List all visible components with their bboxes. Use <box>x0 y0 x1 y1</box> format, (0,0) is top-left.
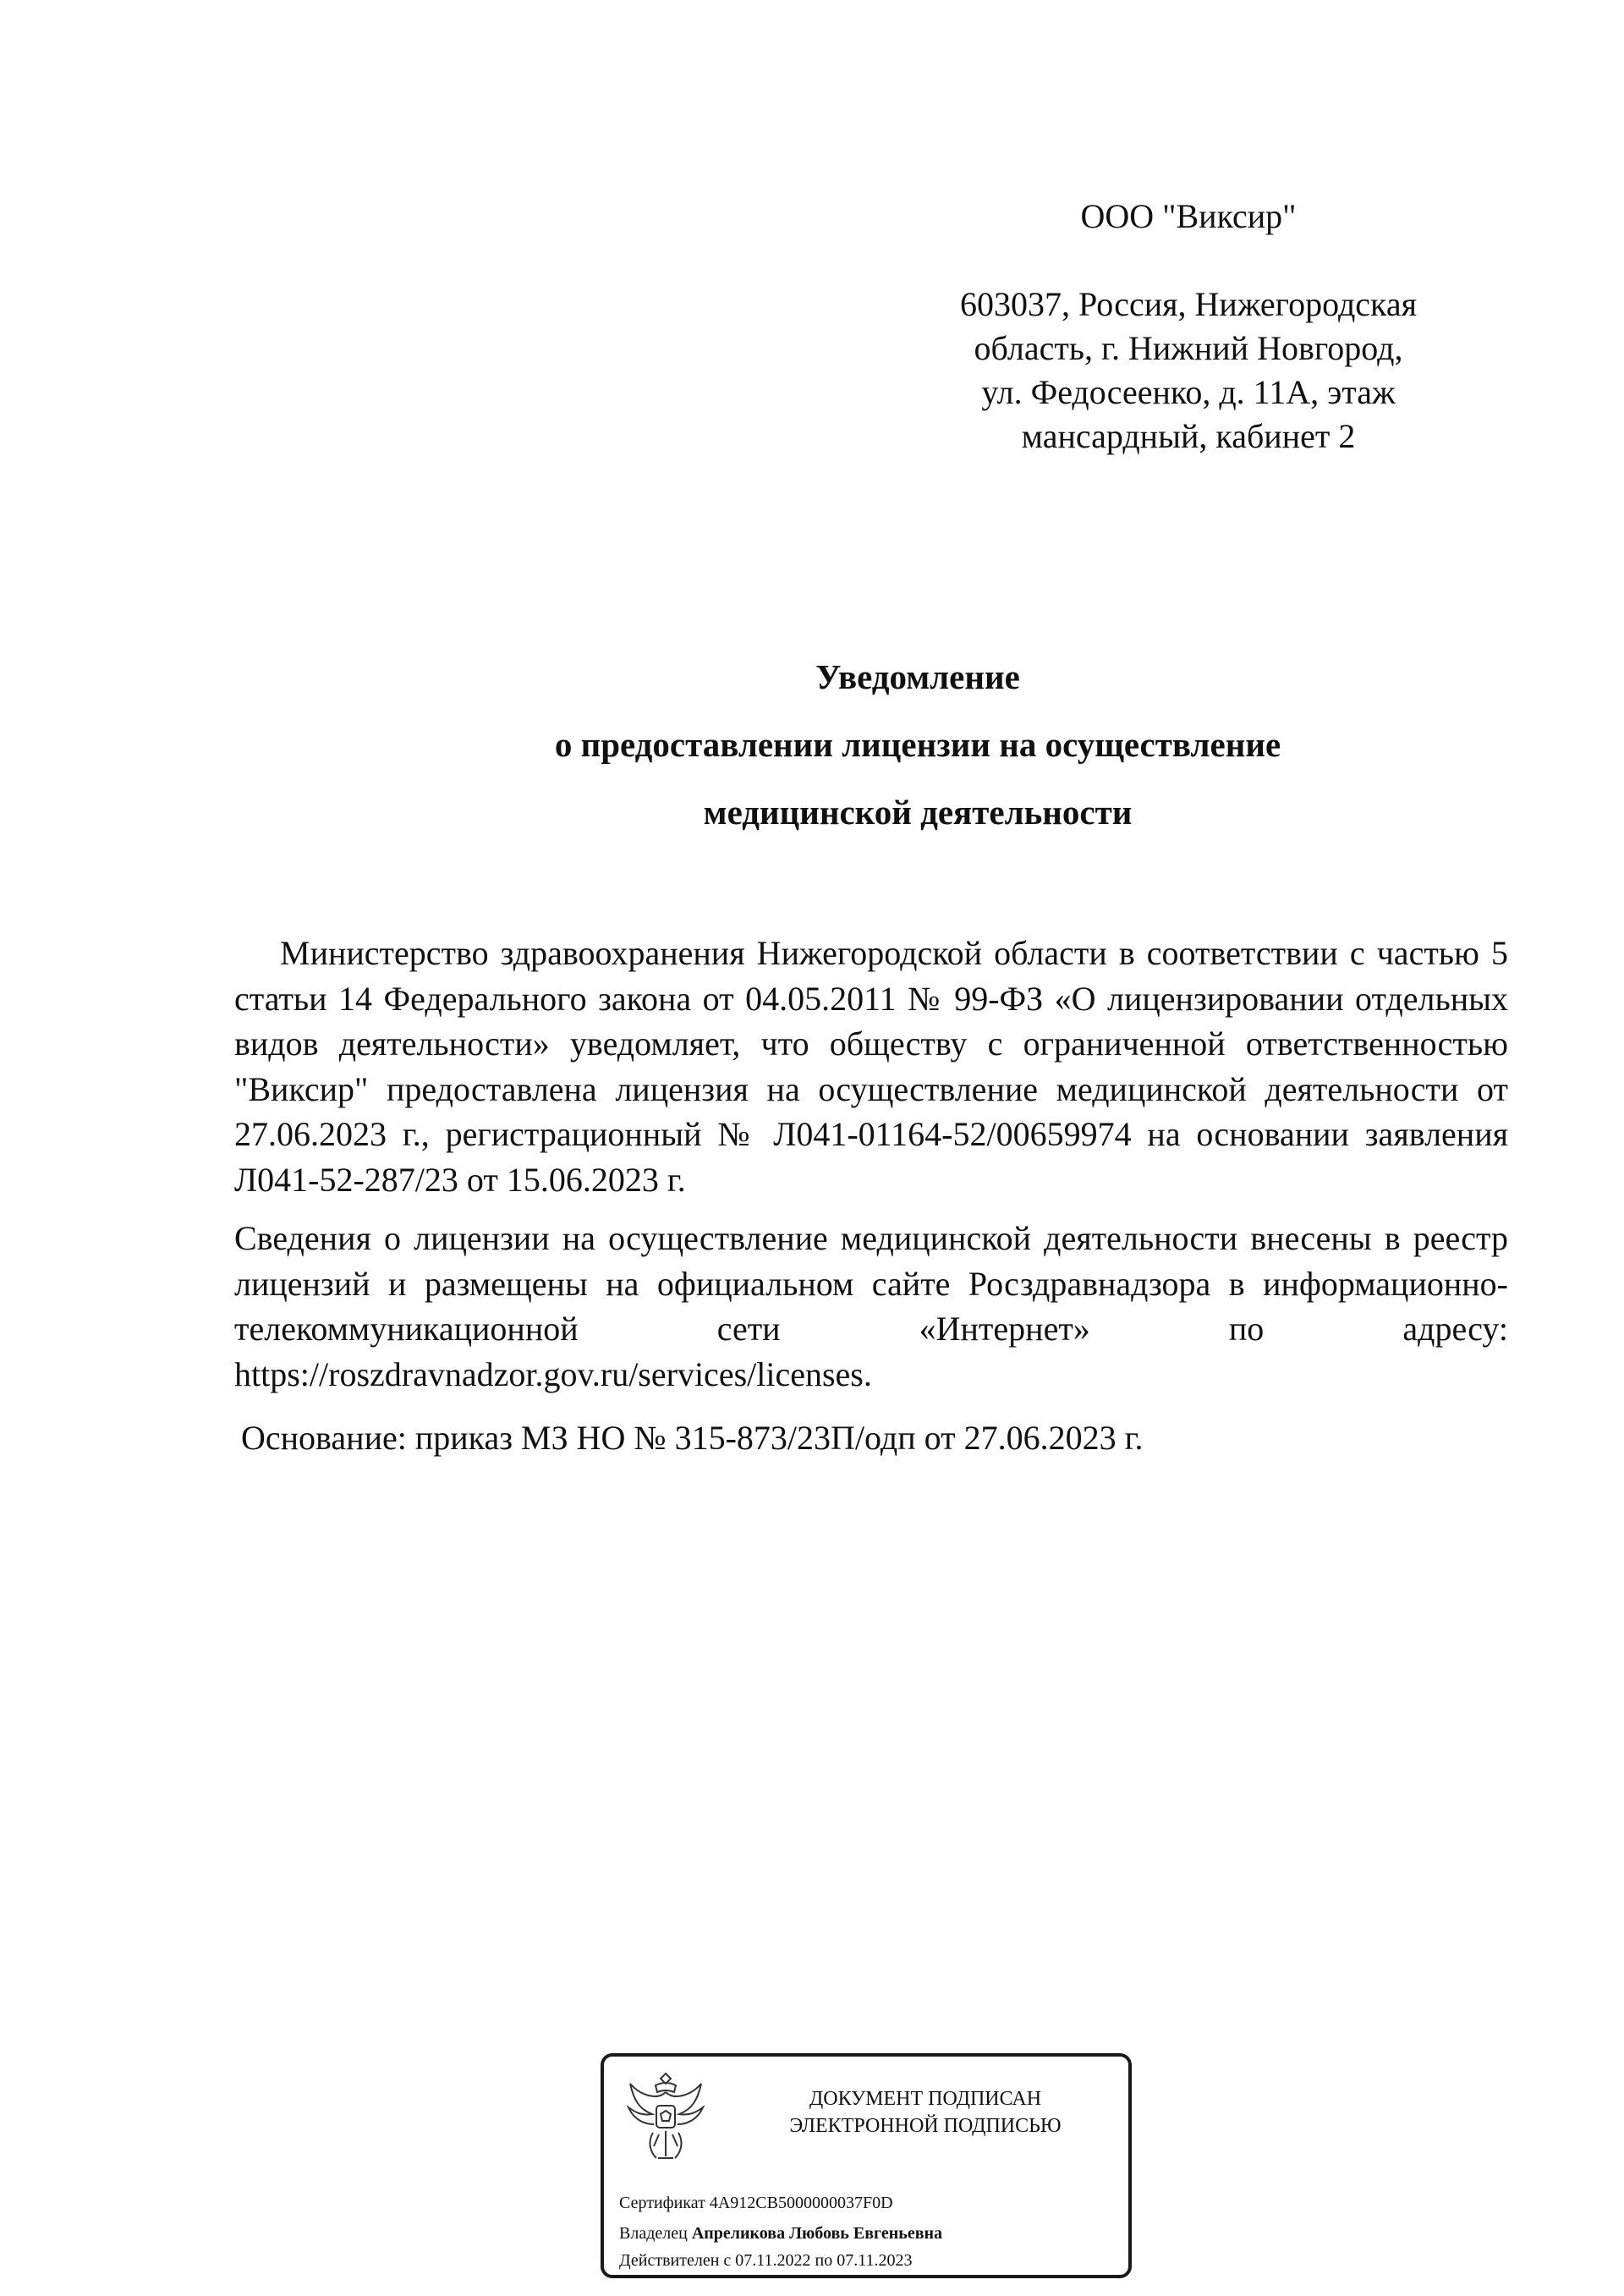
recipient-block <box>922 195 1455 459</box>
electronic-signature-stamp <box>601 2053 1132 2278</box>
recipient-address-line: ул. Федосеенко, д. 11А, этаж <box>981 373 1396 411</box>
body-paragraph-2: Сведения о лицензии на осуществление медицинской деятельности внесены в реестр лицензий и размещены на официальном сайте Росздравнадзора в информационно-телекоммуникационной сети «Интернет» по адресу: https://roszdravnadzor.gov.ru/services/licenses. <box>234 1219 1508 1393</box>
title-line-3: медицинской деятельности <box>703 793 1133 832</box>
valid-label: Действителен <box>619 2251 720 2270</box>
owner-label: Владелец <box>619 2224 688 2243</box>
document-body <box>234 931 1508 1475</box>
stamp-heading-line-1: ДОКУМЕНТ ПОДПИСАН <box>809 2088 1042 2110</box>
title-line-1: Уведомление <box>815 657 1020 696</box>
certificate-line <box>619 2192 893 2214</box>
owner-value: Апреликова Любовь Евгеньевна <box>691 2224 943 2243</box>
recipient-address-line: 603037, Россия, Нижегородская <box>959 285 1418 323</box>
recipient-address-line: область, г. Нижний Новгород, <box>974 329 1403 367</box>
body-paragraph-1: Министерство здравоохранения Нижегородской области в соответствии с частью 5 статьи 14 Федерального закона от 04.05.2011 № 99-ФЗ «О лицензировании отдельных видов деятельности» уведомляет, что обществу с ограниченной ответственностью "Виксир" предоставлена лицензия на осуществление медицинской деятельности от 27.06.2023 г., регистрационный № Л041-01164-52/00659974 на основании заявления Л041-52-287/23 от 15.06.2023 г. <box>234 934 1508 1199</box>
document-title <box>237 651 1599 854</box>
recipient-org: ООО "Виксир" <box>1080 197 1297 235</box>
stamp-heading-line-2: ЭЛЕКТРОННОЙ ПОДПИСЬЮ <box>789 2115 1062 2137</box>
coat-of-arms-icon <box>619 2067 712 2167</box>
basis-line: Основание: приказ МЗ НО № 315-873/23П/одп от 27.06.2023 г. <box>241 1419 1144 1457</box>
valid-value: с 07.11.2022 по 07.11.2023 <box>723 2251 913 2270</box>
validity-line <box>619 2249 913 2271</box>
owner-line <box>619 2222 942 2244</box>
certificate-label: Сертификат <box>619 2194 705 2212</box>
stamp-heading <box>731 2085 1120 2139</box>
certificate-value: 4A912CB5000000037F0D <box>709 2194 893 2212</box>
recipient-address-line: мансардный, кабинет 2 <box>1021 417 1356 455</box>
title-line-2: о предоставлении лицензии на осуществление <box>554 725 1281 764</box>
